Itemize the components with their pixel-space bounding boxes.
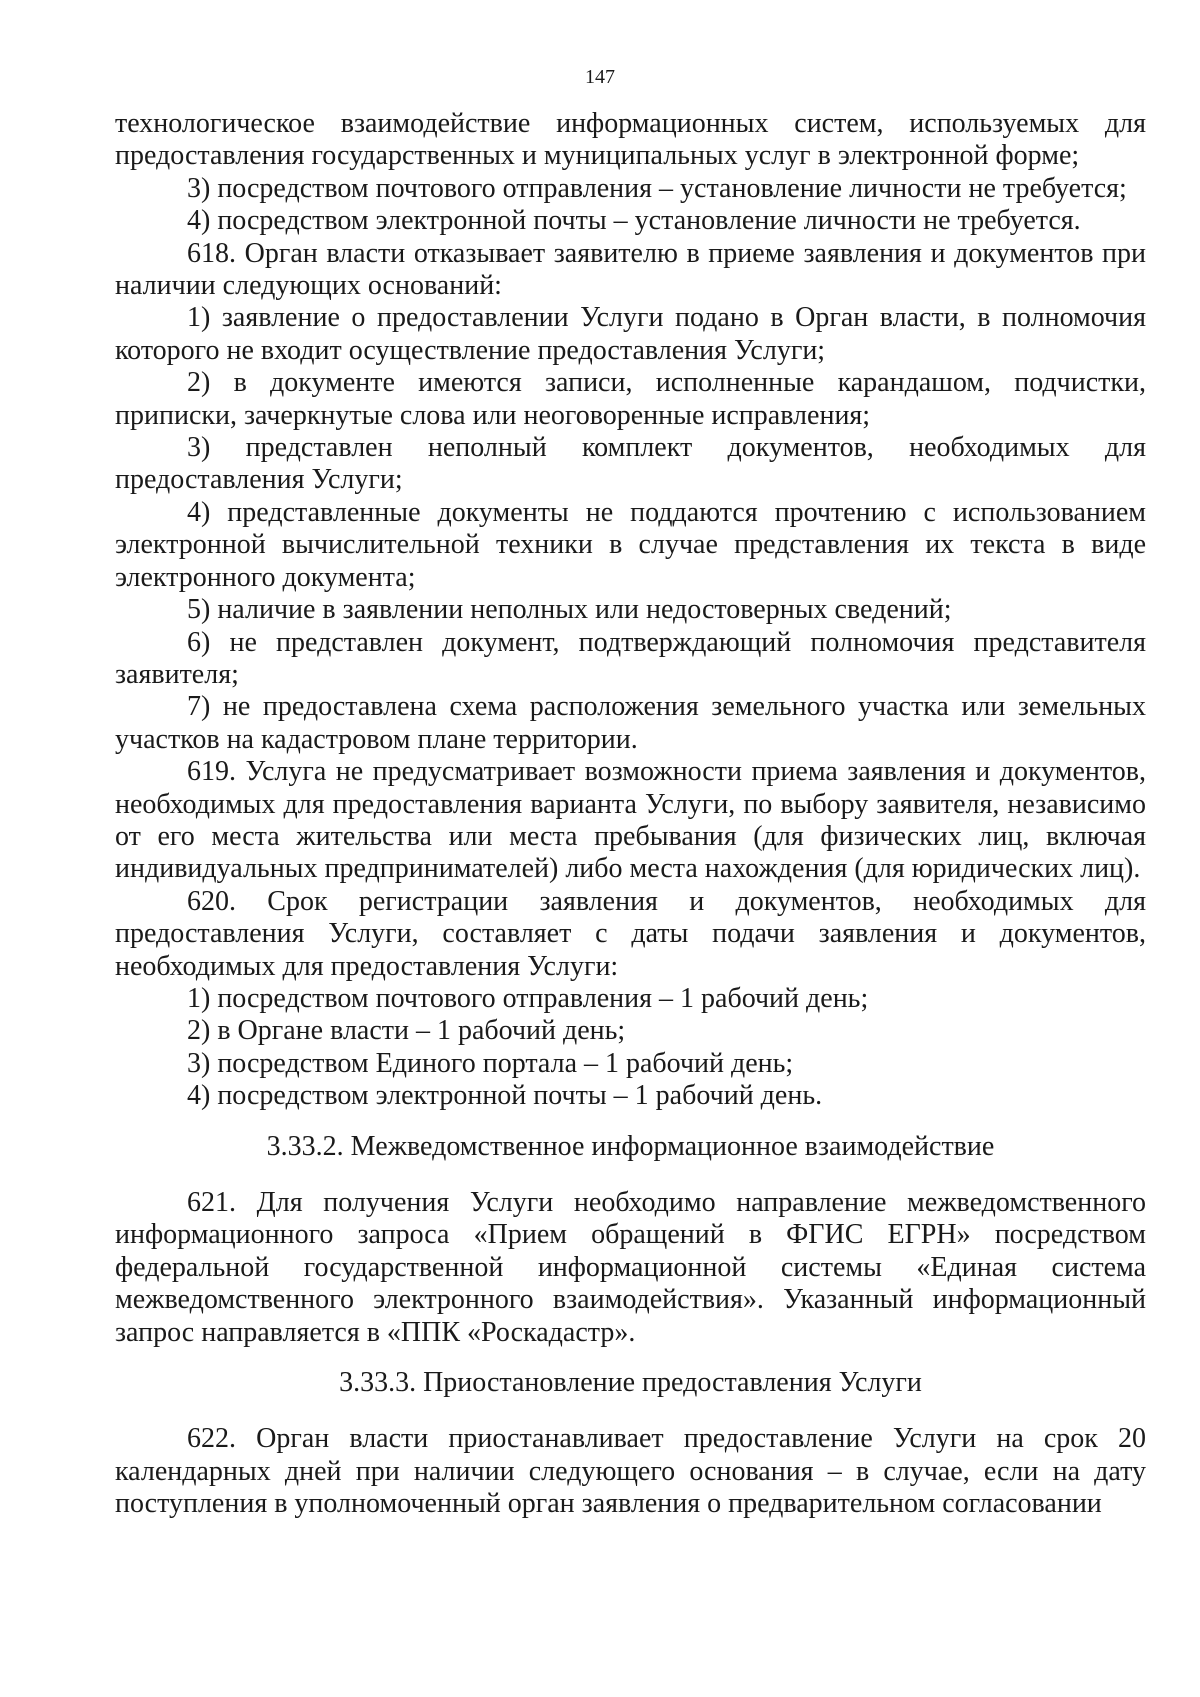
paragraph: 1) заявление о предоставлении Услуги подано в Орган власти, в полномочия которого не входит осуществление предоставления Услуги; [115,302,1146,366]
paragraph: 619. Услуга не предусматривает возможности приема заявления и документов, необходимых для предоставления варианта Услуги, по выбору заявителя, независимо от его места жительства или места пребывания (для физических лиц, включая индивидуальных предпринимателей) либо места нахождения (для юридических лиц). [115,756,1146,885]
paragraph: 4) посредством электронной почты – 1 рабочий день. [187,1080,823,1112]
paragraph: 3) представлен неполный комплект документов, необходимых для предоставления Услуги; [115,432,1146,496]
paragraph: 6) не представлен документ, подтверждающий полномочия представителя заявителя; [115,626,1146,690]
paragraph: 3) посредством Единого портала – 1 рабочий день; [187,1047,794,1079]
page-number: 147 [585,66,615,88]
paragraph: 4) посредством электронной почты – установление личности не требуется. [187,205,1081,237]
paragraph: 618. Орган власти отказывает заявителю в приеме заявления и документов при наличии следующих оснований: [115,237,1146,302]
paragraph: технологическое взаимодействие информационных систем, используемых для предоставления государственных и муниципальных услуг в электронной форме; [115,108,1146,172]
paragraph: 620. Срок регистрации заявления и документов, необходимых для предоставления Услуги, составляет с даты подачи заявления и документов, необходимых для предоставления Услуги: [115,885,1146,982]
paragraph: 2) в Органе власти – 1 рабочий день; [187,1015,626,1047]
section-heading: 3.33.3. Приостановление предоставления Услуги [339,1367,922,1399]
paragraph: 2) в документе имеются записи, исполненные карандашом, подчистки, приписки, зачеркнутые слова или неоговоренные исправления; [115,367,1146,431]
paragraph: 1) посредством почтового отправления – 1 рабочий день; [187,982,869,1014]
paragraph: 7) не предоставлена схема расположения земельного участка или земельных участков на кадастровом плане территории. [115,691,1146,755]
section-heading: 3.33.2. Межведомственное информационное взаимодействие [266,1130,995,1162]
paragraph: 4) представленные документы не поддаются прочтению с использованием электронной вычислительной техники в случае представления их текста в виде электронного документа; [115,496,1146,593]
paragraph: 621. Для получения Услуги необходимо направление межведомственного информационного запроса «Прием обращений в ФГИС ЕГРН» посредством федеральной государственной информационной системы «Единая система межведомственного электронного взаимодействия». Указанный информационный запрос направляется в «ППК «Роскадастр». [115,1187,1146,1348]
document-body [115,108,1146,1521]
paragraph: 5) наличие в заявлении неполных или недостоверных сведений; [187,594,952,626]
paragraph: 3) посредством почтового отправления – установление личности не требуется; [187,172,1127,204]
paragraph: 622. Орган власти приостанавливает предоставление Услуги на срок 20 календарных дней при наличии следующего основания – в случае, если на дату поступления в уполномоченный орган заявления о предварительном согласовании [115,1423,1146,1520]
